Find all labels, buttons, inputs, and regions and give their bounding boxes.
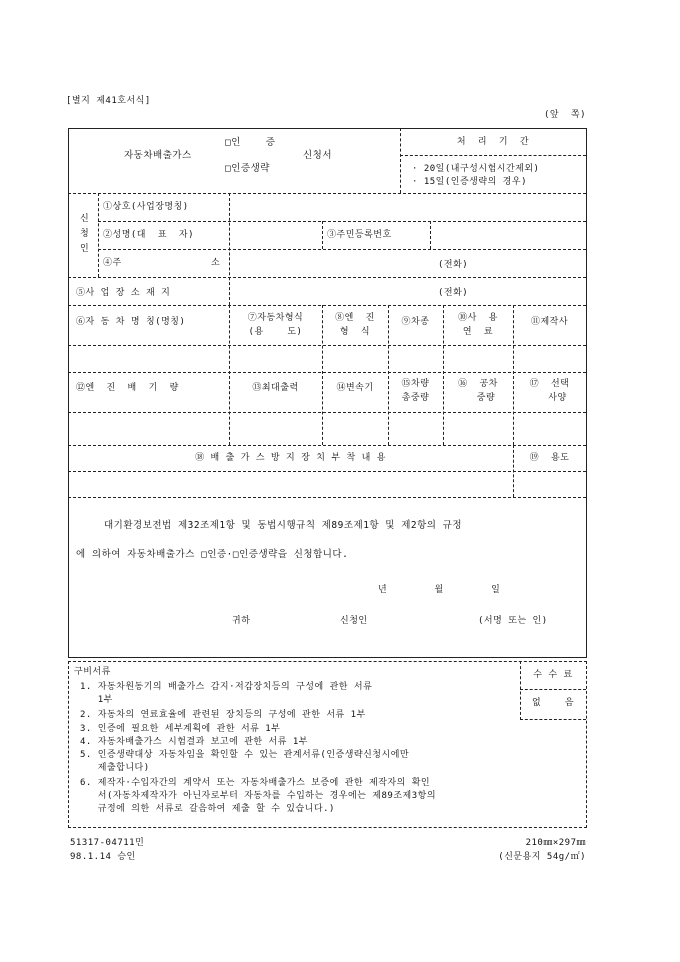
location-phone: (전화) — [438, 288, 469, 298]
option-exemption: □인증생략 — [225, 163, 270, 174]
document-item: 1. 자동차원동기의 배출가스 감지·저감장치등의 구성에 관한 서류 — [80, 682, 373, 692]
field-resident-number: ③주민등록번호 — [327, 230, 392, 240]
document-item: 4. 자동차배출가스 시험결과 보고에 관한 서류 1부 — [80, 737, 308, 747]
signature-note: (서명 또는 인) — [478, 616, 548, 626]
col-transmission: ⑭변속기 — [336, 383, 374, 393]
applicant-signature-label: 신청인 — [340, 616, 368, 626]
statement-line-1: 대기환경보전법 제32조제1항 및 동법시행규칙 제89조제1항 및 제2항의 규정 — [104, 520, 463, 531]
form-code: 51317-04711민 — [70, 838, 145, 848]
fee-label: 수 수 료 — [533, 670, 573, 680]
field-representative: ②성명(대 표 자) — [103, 230, 194, 240]
col-vehicle-use: (용 도) — [248, 327, 303, 337]
paper-type: (신문용지 54g/㎡) — [498, 852, 586, 862]
field-address-suffix: 소 — [211, 258, 221, 268]
col-curb-weight-2: 중량 — [476, 393, 496, 403]
option-certification: □인 증 — [225, 137, 276, 148]
addressee: 귀하 — [232, 616, 251, 626]
col-options: ⑰ 선택 — [529, 379, 570, 389]
document-item: 제출합니다) — [80, 763, 150, 773]
col-max-output: ⑬최대출력 — [252, 383, 299, 393]
col-vehicle-class: ⑨차종 — [401, 317, 430, 327]
form-number: [별지 제41호서식] — [66, 96, 151, 106]
document-item: 서(자동차제작자가 아닌자로부터 자동차를 수입하는 경우에는 제89조제3항의 — [80, 791, 437, 801]
col-fuel-2: 연 료 — [462, 327, 494, 337]
col-options-2: 사양 — [548, 393, 567, 403]
applicant-label-3: 인 — [80, 244, 90, 254]
col-emission-device: ⑱ 배 출 가 스 방 지 장 치 부 착 내 용 — [195, 453, 386, 463]
document-item: 2. 자동차의 연료효율에 관련된 장치등의 구성에 관한 서류 1부 — [80, 710, 366, 720]
title-main: 자동차배출가스 — [124, 150, 192, 161]
col-displacement: ⑫엔 진 배 기 량 — [76, 383, 179, 393]
col-curb-weight: ⑯ 공차 — [458, 379, 498, 389]
col-engine-type-2: 형 식 — [339, 327, 371, 337]
page-side: (앞 쪽) — [543, 110, 586, 120]
address-phone: (전화) — [438, 260, 469, 270]
field-address: ④주 — [103, 258, 122, 268]
processing-period-label: 처 리 기 간 — [456, 137, 530, 147]
applicant-label-1: 신 — [80, 214, 90, 224]
statement-line-2: 에 의하여 자동차배출가스 □인증·□인증생략을 신청합니다. — [76, 549, 349, 560]
title-suffix: 신청서 — [303, 150, 333, 161]
fee-value: 없 음 — [531, 698, 575, 708]
col-manufacturer: ⑪제작사 — [530, 317, 569, 327]
document-item: 1부 — [80, 695, 113, 705]
document-item: 5. 인증생략대상 자동차임을 확인할 수 있는 관계서류(인증생략신청시에만 — [80, 750, 410, 760]
document-item: 6. 제작자·수입자간의 계약서 또는 자동차배출가스 보증에 관한 제작자의 확인 — [80, 778, 431, 788]
documents-title: 구비서류 — [74, 667, 111, 677]
col-vehicle-name: ⑥자 동 차 명 칭(명칭) — [76, 317, 186, 327]
application-date: 년 월 일 — [378, 585, 501, 595]
field-business-location: ⑤사 업 장 소 재 지 — [76, 288, 171, 298]
document-item: 규정에 의한 서류로 갈음하여 제출 할 수 있습니다.) — [80, 804, 335, 814]
col-usage: ⑲ 용도 — [529, 453, 570, 463]
col-gross-weight: ⑮차량 — [401, 379, 430, 389]
col-fuel: ⑩사 용 — [458, 313, 498, 323]
col-vehicle-type: ⑦자동차형식 — [247, 313, 304, 323]
processing-period-2: · 15일(인증생략의 경우) — [412, 177, 527, 187]
applicant-label-2: 청 — [80, 229, 90, 239]
approval-date: 98.1.14 승인 — [70, 852, 136, 862]
col-gross-weight-2: 총중량 — [401, 393, 430, 403]
field-company-name: ①상호(사업장명칭) — [103, 202, 189, 212]
col-engine-type: ⑧엔 진 — [335, 313, 375, 323]
paper-size: 210㎜×297㎜ — [525, 838, 586, 848]
processing-period-1: · 20일(내구성시험시간제외) — [412, 164, 540, 174]
document-item: 3. 인증에 필요한 세부계획에 관한 서류 1부 — [80, 724, 281, 734]
